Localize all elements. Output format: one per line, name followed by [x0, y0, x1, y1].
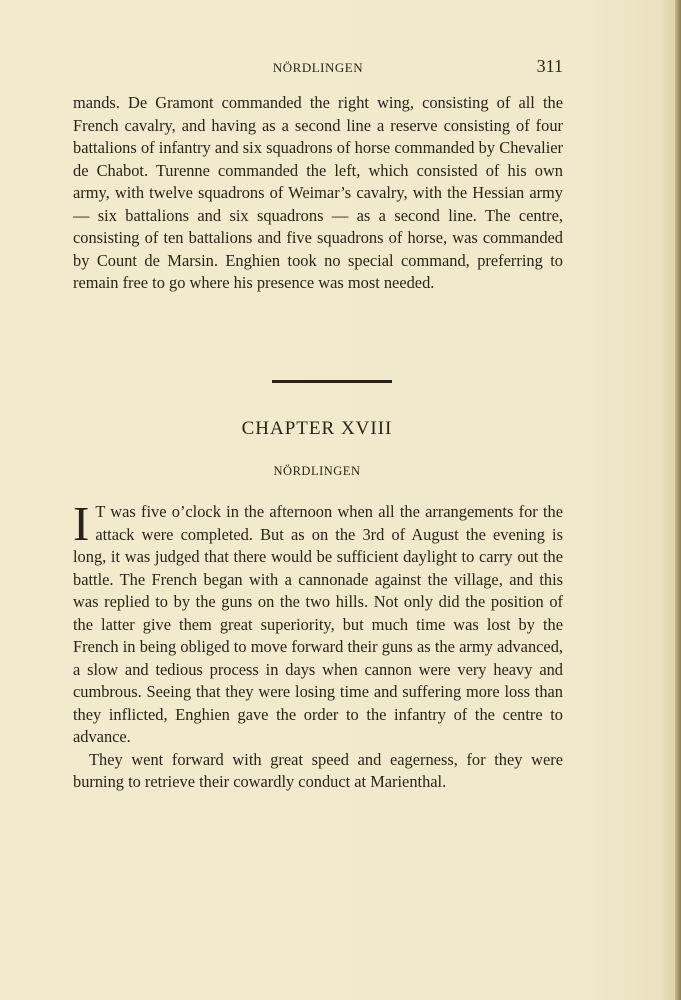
paragraph-text: mands. De Gramont commanded the right wing, consisting of all the French cavalry, and having as a second line a reserve consisting of four battalions of infantry and six squadrons of horse commanded by Chevalier de Chabot. Turenne commanded the left, which consisted of his own army, with twelve squadrons of Weimar’s cavalry, with the Hessian army — six battalions and six squadrons — as a second line. The centre, consisting of ten battalions and five squadrons of horse, was commanded by Count de Marsin. Enghien took no special command, preferring to remain free to go where his presence was most needed. — [73, 93, 563, 292]
opening-paragraph — [73, 496, 563, 749]
paragraph-text: They went forward with great speed and eagerness, for they were burning to retrieve their cowardly conduct at Marienthal. — [73, 749, 563, 791]
section-rule — [272, 380, 392, 383]
chapter-body — [73, 496, 563, 794]
page-header — [73, 56, 563, 78]
page-edge — [675, 0, 681, 1000]
continued-paragraph — [73, 92, 563, 295]
chapter-title: CHAPTER XVIII — [241, 418, 393, 439]
paragraph-text: T was five o’clock in the afternoon when all the arrangements for the attack were completed. But as on the 3rd of August the evening is long, it was judged that there would be sufficient daylight to carry out the battle. The French began with a cannonade against the village, and this was replied to by the guns on the two hills. Not only did the position of the latter give them great superiority, but much time was lost by the French in being obliged to move forward their guns as the army advanced, a slow and tedious process in days when cannon were very heavy and cumbrous. Seeing that they were losing time and suffering more loss than they inflicted, Enghien gave the order to the infantry of the centre to advance. — [73, 502, 563, 746]
page-number: 311 — [536, 56, 563, 76]
running-head: NÖRDLINGEN — [272, 60, 364, 75]
drop-cap: I — [73, 496, 90, 551]
chapter-subtitle: NÖRDLINGEN — [273, 464, 361, 478]
